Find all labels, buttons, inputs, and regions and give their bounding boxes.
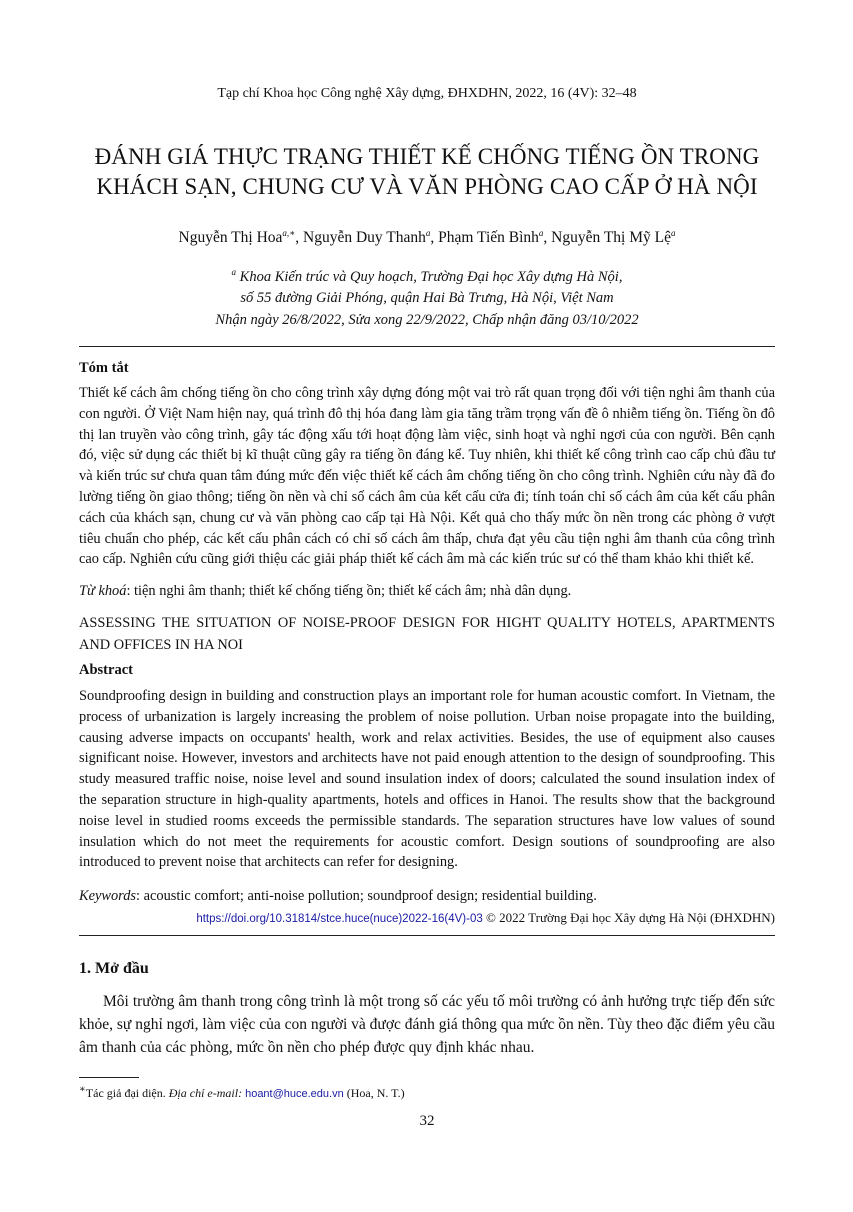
author-name: Nguyễn Duy Thanh <box>303 229 426 247</box>
author-name: Nguyễn Thị Hoa <box>178 229 283 247</box>
en-keywords <box>79 888 775 905</box>
vn-keywords <box>79 583 775 600</box>
footnote-text: Tác giả đại diện. <box>85 1086 169 1100</box>
intro-paragraph: Môi trường âm thanh trong công trình là một trong số các yếu tố môi trường có ảnh hưởng trực tiếp đến sức khỏe, sự nghỉ ngơi, làm việc của con người và được đánh giá thông qua mức ồn nền. Tùy theo đặc điểm yêu cầu âm thanh của các phòng, mức ồn nền cho phép được quy định khác nhau. <box>79 993 775 1056</box>
author-affil-mark: a <box>425 228 431 238</box>
title-line-1: ĐÁNH GIÁ THỰC TRẠNG THIẾT KẾ CHỐNG TIẾNG ỒN TRONG <box>94 144 760 169</box>
received-dates: Nhận ngày 26/8/2022, Sửa xong 22/9/2022, Chấp nhận đăng 03/10/2022 <box>215 312 639 328</box>
affiliation-mark: a <box>231 267 237 277</box>
top-rule <box>79 346 775 347</box>
footnote-marker: ∗ <box>79 1084 86 1095</box>
vn-abstract-text: Thiết kế cách âm chống tiếng ồn cho công trình xây dựng đóng một vai trò rất quan trọng đối với tiện nghi âm thanh của con người. Ở Việt Nam hiện nay, quá trình đô thị hóa đang làm gia tăng trầm trọng vấn đề ô nhiễm tiếng ồn. Tiếng ồn đô thị lan truyền vào công trình, gây tác động xấu tới hoạt động làm việc, sinh hoạt và nghỉ ngơi của con người. Bên cạnh đó, việc sử dụng các thiết bị kĩ thuật cũng gây ra tiếng ồn đáng kể. Tuy nhiên, khi thiết kế công trình cao cấp chủ đầu tư và kiến trúc sư chưa quan tâm đúng mức đến việc thiết kế cách âm chống tiếng ồn cho công trình. Nghiên cứu này đã đo lường tiếng ồn giao thông; tiếng ồn nền và chỉ số cách âm của kết cấu cửa đi; tính toán chỉ số cách âm của kết cấu phân cách của khách sạn, chung cư và văn phòng cao cấp tại Hà Nội. Kết quả cho thấy mức ồn nền trong các phòng ở vượt tiêu chuẩn cho phép, các kết cấu phân cách có chỉ số cách âm thấp, chưa đạt yêu cầu tiện nghi âm thanh của công trình cao cấp. Nghiên cứu cũng giới thiệu các giải pháp thiết kế cách âm mà các kiến trúc sư có thể tham khảo khi thiết kế. <box>79 385 775 568</box>
affiliation-line-2: số 55 đường Giải Phóng, quận Hai Bà Trưng, Hà Nội, Việt Nam <box>240 289 614 306</box>
author-list: Nguyễn Thị Hoa$^{a,∗}$, Nguyễn Duy Thanh$^a$, Phạm Tiến Bình$^a$, Nguyễn Thị Mỹ Lệ$^a$ <box>178 228 676 247</box>
en-abstract-text: Soundproofing design in building and construction plays an important role for human acoustic comfort. In Vietnam, the process of urbanization is largely increasing the problem of noise pollution. Urban noise propagate into the building, causing adverse impacts on occupants' health, work and relax activities. Besides, the use of equipment also causes significant noise. However, investors and architects have not paid enough attention to the design of soundproofing. This study measured traffic noise, noise level and sound insulation index of doors; calculated the sound insulation index of the separation structure in high-quality apartments, hotels and offices in Hanoi. The results show that the background noise level in studied rooms exceeds the permissible standards. The separation structures have low values of sound insulation which do not meet the requirements for acoustic comfort. Design soutions of soundproofing are also introduced to prevent noise that architects can refer for designing. <box>79 688 775 871</box>
title-line-2: KHÁCH SẠN, CHUNG CƯ VÀ VĂN PHÒNG CAO CẤP Ở HÀ NỘI <box>96 174 758 199</box>
affiliation <box>79 262 775 309</box>
section-heading: 1. Mở đầu <box>79 960 149 977</box>
doi-line <box>79 910 775 926</box>
author-affil-mark: a <box>538 228 544 238</box>
affiliation-line-1: Khoa Kiến trúc và Quy hoạch, Trường Đại học Xây dựng Hà Nội, <box>239 268 623 285</box>
vn-keywords-label: Từ khoá <box>79 583 127 599</box>
journal-header: Tạp chí Khoa học Công nghệ Xây dựng, ĐHXDHN, 2022, 16 (4V): 32–48 <box>217 86 637 101</box>
footnote-email-label: Địa chỉ e-mail: <box>168 1086 243 1100</box>
en-abstract-heading: Abstract <box>79 662 133 678</box>
footnote-email-link[interactable]: hoant@huce.edu.vn <box>245 1088 344 1100</box>
footnote <box>79 1084 405 1101</box>
footnote-suffix: (Hoa, N. T.) <box>343 1086 405 1100</box>
doi-link[interactable]: https://doi.org/10.31814/stce.huce(nuce)2022-16(4V)-03 <box>196 913 483 925</box>
copyright-text: © 2022 Trường Đại học Xây dựng Hà Nội (ĐHXDHN) <box>485 910 775 925</box>
author-affil-mark: a,∗ <box>282 228 296 238</box>
author-affil-mark: a <box>670 228 676 238</box>
paper-title <box>79 142 775 202</box>
author-name: Phạm Tiến Bình <box>438 229 539 247</box>
author-name: Nguyễn Thị Mỹ Lệ <box>551 229 671 247</box>
english-title: ASSESSING THE SITUATION OF NOISE-PROOF DESIGN FOR HIGHT QUALITY HOTELS, APARTMENTS AND OFFICES IN HA NOI <box>79 615 775 653</box>
footnote-rule <box>79 1077 139 1078</box>
vn-keywords-list: : tiện nghi âm thanh; thiết kế chống tiếng ồn; thiết kế cách âm; nhà dân dụng. <box>126 583 572 599</box>
en-keywords-list: : acoustic comfort; anti-noise pollution; soundproof design; residential building. <box>136 888 597 904</box>
en-keywords-label: Keywords <box>79 888 137 904</box>
abstract-bottom-rule <box>79 935 775 936</box>
vn-abstract-heading: Tóm tắt <box>79 360 129 376</box>
page-number: 32 <box>419 1113 435 1129</box>
